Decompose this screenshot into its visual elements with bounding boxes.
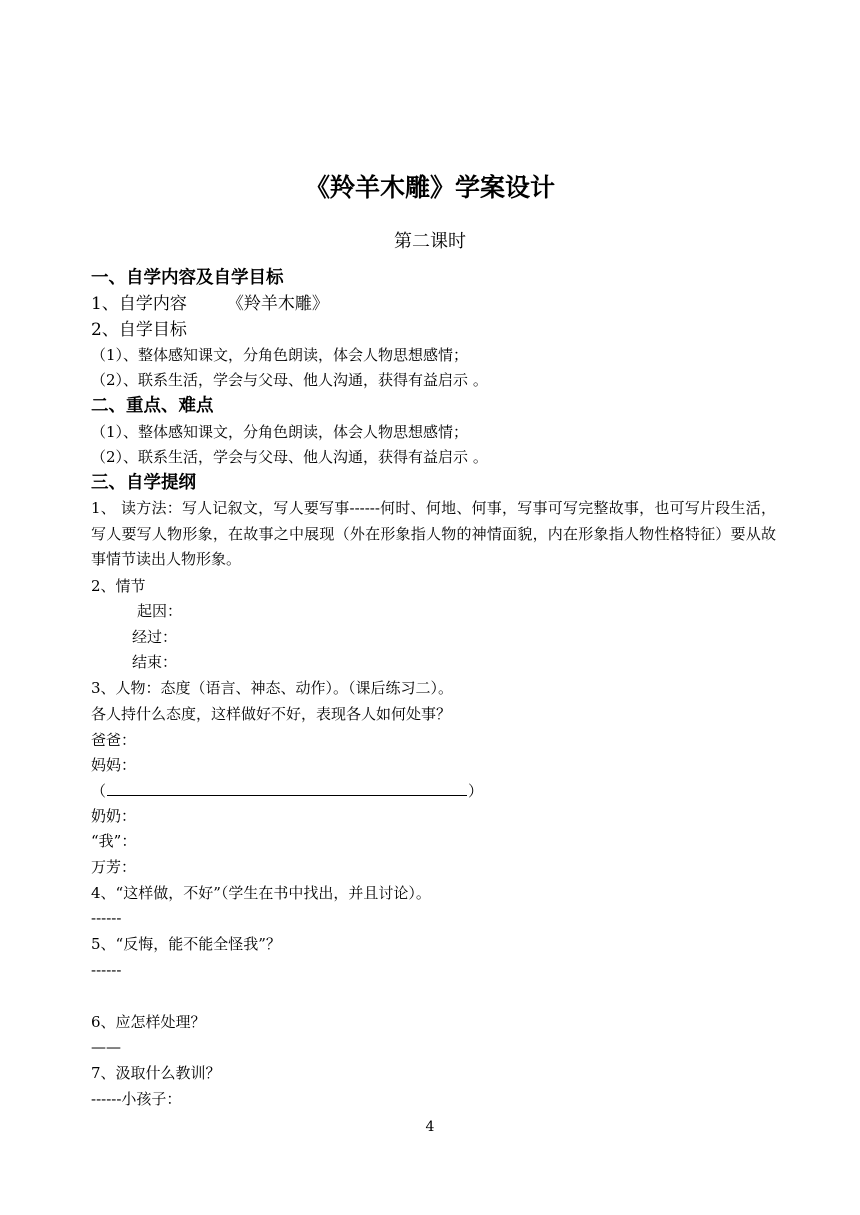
goal-item: （1）、整体感知课文，分角色朗读，体会人物思想感情； (91, 346, 469, 364)
character-mom: 妈妈： (91, 756, 137, 774)
key-point-item: （1）、整体感知课文，分角色朗读，体会人物思想感情； (91, 423, 469, 441)
outline-item-1: 1、 读方法：写人记叙文，写人要写事------何时、何地、何事，写事可写完整故事，也可写片段生活，写人要写人物形象，在故事之中展现（外在形象指人物的神情面貌，内在形象指人物性格特征）要从故事情节读出人物形象。 (91, 499, 776, 568)
outline-item-4: 4、“这样做，不好”（学生在书中找出，并且讨论）。 (91, 884, 431, 902)
answer-blank-line (107, 783, 467, 796)
character-wanfang: 万芳： (91, 858, 137, 876)
plot-end-label: 结束： (132, 653, 178, 671)
plot-process-label: 经过： (132, 628, 178, 646)
character-me: “我”： (91, 832, 137, 850)
answer-dash: ------ (91, 961, 122, 979)
plot-cause-label: 起因： (137, 602, 183, 620)
self-study-content-value: 《羚羊木雕》 (226, 294, 329, 314)
document-title: 《羚羊木雕》学案设计 (304, 173, 555, 202)
section1-heading: 一、自学内容及自学目标 (91, 268, 284, 288)
self-study-content-label: 1、自学内容 (91, 294, 187, 314)
answer-dash: —— (91, 1038, 121, 1056)
lesson-answer: ------小孩子： (91, 1090, 182, 1108)
attitude-prompt: 各人持什么态度，这样做好不好，表现各人如何处事？ (91, 705, 452, 723)
answer-dash: ------ (91, 909, 122, 927)
outline-item-2: 2、情节 (91, 577, 146, 595)
page-number: 4 (425, 1119, 435, 1135)
character-dad: 爸爸： (91, 731, 137, 749)
key-point-item: （2）、联系生活，学会与父母、他人沟通，获得有益启示 。 (91, 448, 488, 466)
answer-blank-row (91, 783, 483, 799)
outline-item-7: 7、汲取什么教训？ (91, 1064, 221, 1082)
self-study-goals-label: 2、自学目标 (91, 320, 187, 340)
outline-item-5: 5、“反悔，能不能全怪我”？ (91, 935, 281, 953)
document-subtitle: 第二课时 (394, 231, 466, 252)
goal-item: （2）、联系生活，学会与父母、他人沟通，获得有益启示 。 (91, 371, 488, 389)
section3-heading: 三、自学提纲 (91, 473, 196, 493)
paren-open: （ (91, 782, 107, 800)
character-grandma: 奶奶： (91, 807, 137, 825)
outline-item-3: 3、人物：态度（语言、神态、动作）。（课后练习二）。 (91, 679, 454, 697)
section2-heading: 二、重点、难点 (91, 396, 214, 416)
self-study-content-row (91, 296, 329, 313)
outline-item-6: 6、应怎样处理？ (91, 1013, 206, 1031)
paren-close: ） (468, 782, 484, 800)
